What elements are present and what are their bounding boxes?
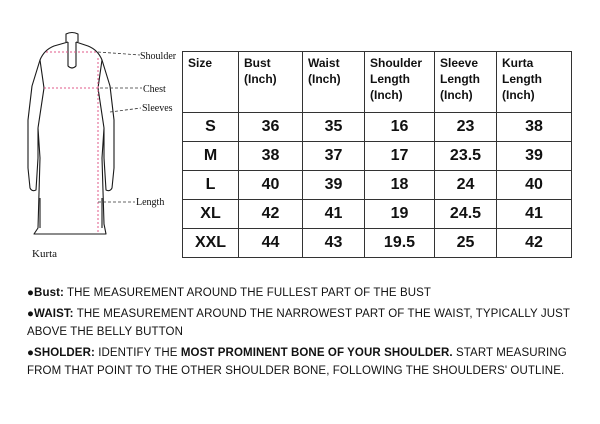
kurta-left-sleeve-line [38,60,44,128]
header-line: Kurta [502,56,534,70]
note-sholder-bullet: ● [27,347,35,359]
measurement-cell: 38 [239,142,303,171]
note-sholder-emphasis: MOST PROMINENT BONE OF YOUR SHOULDER. [180,347,453,359]
measurement-cell: 44 [239,229,303,258]
measurement-cell: 38 [497,113,572,142]
kurta-collar [66,33,78,43]
header-cell [365,52,435,113]
measurement-cell: 16 [365,113,435,142]
sleeves-leader [110,108,141,112]
shoulder-leader [98,52,140,55]
measurement-cell: 43 [303,229,365,258]
kurta-right-sleeve-line [98,60,104,128]
header-cell [239,52,303,113]
note-waist [27,305,589,341]
measurement-cell: 23 [435,113,497,142]
note-waist-bullet: ● [27,308,35,320]
measurement-cell: 36 [239,113,303,142]
header-line: (Inch) [370,88,403,102]
measurement-cell: 40 [497,171,572,200]
table-row [183,229,572,258]
measurement-cell: 41 [497,200,572,229]
header-line: Sleeve [440,56,479,70]
header-line: Bust [244,56,271,70]
measurement-cell: 39 [497,142,572,171]
size-chart-header-row [183,52,572,113]
note-sholder-text-1: IDENTIFY THE [94,347,181,359]
measurement-cell: 39 [303,171,365,200]
header-line: (Inch) [244,72,277,86]
measurement-notes [27,284,589,380]
table-row [183,200,572,229]
measurement-cell: 24.5 [435,200,497,229]
size-chart-table [182,51,572,258]
header-line: Size [188,56,213,70]
measurement-cell: 40 [239,171,303,200]
measurement-cell: 41 [303,200,365,229]
measurement-cell: 42 [497,229,572,258]
kurta-measurement-diagram [10,28,186,264]
table-row [183,113,572,142]
note-bust-bullet: ● [27,287,35,299]
measurement-cell: 23.5 [435,142,497,171]
size-cell: XXL [183,229,239,258]
size-cell: L [183,171,239,200]
size-cell: XL [183,200,239,229]
note-sholder [27,344,589,380]
measurement-cell: 25 [435,229,497,258]
measurement-cell: 35 [303,113,365,142]
note-bust [27,284,589,302]
header-line: (Inch) [502,88,535,102]
chest-label: Chest [143,84,166,95]
header-cell [303,52,365,113]
measurement-cell: 17 [365,142,435,171]
length-label: Length [136,197,165,208]
sleeves-label: Sleeves [142,103,173,114]
size-cell: M [183,142,239,171]
kurta-caption: Kurta [32,248,58,260]
header-line: Length [440,72,480,86]
header-line: Length [502,72,542,86]
header-line: Waist [308,56,340,70]
header-cell [183,52,239,113]
header-cell [497,52,572,113]
header-line: (Inch) [440,88,473,102]
header-cell [435,52,497,113]
measurement-cell: 24 [435,171,497,200]
measurement-cell: 37 [303,142,365,171]
shoulder-label: Shoulder [140,51,177,62]
measurement-cell: 19 [365,200,435,229]
measurement-cell: 18 [365,171,435,200]
header-line: (Inch) [308,72,341,86]
size-cell: S [183,113,239,142]
header-line: Length [370,72,410,86]
note-sholder-term: SHOLDER: [34,347,95,359]
note-sholder-text-2: START MEASURING FROM THAT POINT TO THE OTHER SHOULDER BONE, FOLLOWING THE SHOULDERS' OUTLINE. [27,347,567,377]
note-bust-term: Bust: [34,287,64,299]
table-row [183,142,572,171]
kurta-placket [68,42,76,68]
table-row [183,171,572,200]
measurement-cell: 19.5 [365,229,435,258]
kurta-body-outline [28,42,114,234]
note-bust-text: THE MEASUREMENT AROUND THE FULLEST PART OF THE BUST [63,287,432,299]
header-line: Shoulder [370,56,423,70]
note-waist-term: WAIST: [34,308,74,320]
note-waist-text: THE MEASUREMENT AROUND THE NARROWEST PART OF THE WAIST, TYPICALLY JUST ABOVE THE BELLY BUTTON [27,308,570,338]
measurement-cell: 42 [239,200,303,229]
